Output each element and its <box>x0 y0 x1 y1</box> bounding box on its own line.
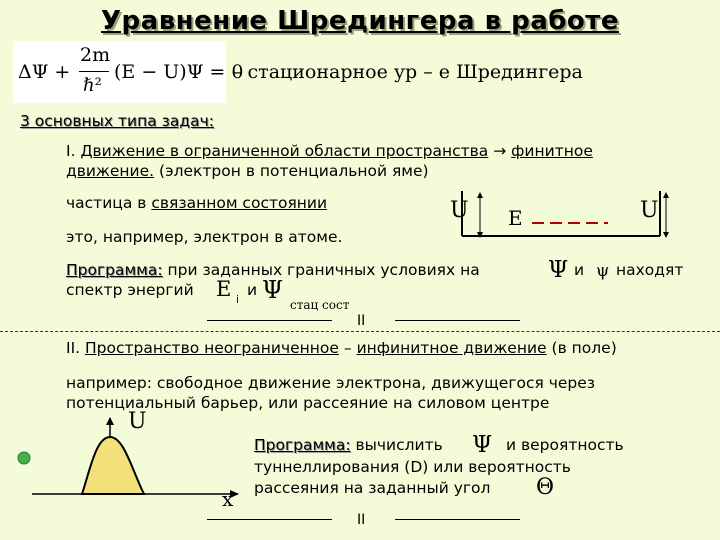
program1-psi-big: Ψ <box>548 257 569 283</box>
eq-delta-psi: ΔΨ + <box>18 61 71 83</box>
eq-rest: (E − U)Ψ = 0 <box>114 61 244 83</box>
atom-example: это, например, электрон в атоме. <box>66 228 343 246</box>
program1-and1: и <box>574 261 585 279</box>
bound-prefix: частица в <box>66 194 147 212</box>
program1-text1: при заданных граничных условиях на <box>167 261 480 279</box>
task2-numeral: II. <box>66 339 81 357</box>
arrow-icon: → <box>493 142 507 160</box>
tasks-heading <box>20 111 214 131</box>
separator-line-right <box>395 320 520 321</box>
program1-and2: и <box>247 281 258 299</box>
program2-theta: Θ <box>536 475 555 500</box>
tasks-heading-text: 3 основных типа задач: <box>20 112 215 130</box>
program1-spectrum: спектр энергий <box>66 281 194 299</box>
eq-denominator: ℏ² <box>83 75 102 96</box>
eq-numerator: 2m <box>80 44 111 66</box>
bound-state-line <box>66 193 327 213</box>
bottom-line-right <box>395 519 520 520</box>
separator-mark: II <box>357 313 366 329</box>
schrodinger-equation <box>18 44 244 102</box>
program2-psi: Ψ <box>472 432 493 458</box>
program1-psi2: Ψ <box>262 276 284 304</box>
program2-label: Программа: <box>254 436 351 454</box>
task2-unbounded: Пространство неограниченное <box>85 339 339 357</box>
task2-example1: например: свободное движение электрона, движущегося через <box>66 374 596 392</box>
program2-compute: вычислить <box>355 436 443 454</box>
task1-numeral: I. <box>66 142 76 160</box>
barrier-u: U <box>128 409 147 434</box>
equation-caption: – стационарное ур – е Шредингера <box>232 61 583 83</box>
barrier-x-axis-label: x <box>222 487 234 511</box>
program1-energy-sub: i <box>236 293 240 306</box>
section-divider <box>0 331 720 332</box>
well-u-left: U <box>450 198 469 223</box>
program2-probability: и вероятность <box>506 436 624 454</box>
program1-finds: находят <box>616 261 684 279</box>
task1-line2 <box>66 161 429 181</box>
task1-motion: движение. <box>66 162 155 180</box>
well-u-right: U <box>640 198 659 223</box>
task1-potential-well: (электрон в потенциальной яме) <box>159 162 429 180</box>
task2-dash: – <box>343 339 352 357</box>
program2-line1 <box>254 435 443 455</box>
separator-line-left <box>207 320 332 321</box>
eq-fraction-bar <box>79 71 109 72</box>
program2-line2: туннеллирования (D) или вероятность <box>254 458 571 476</box>
task1-line1 <box>66 141 593 161</box>
bound-state: связанном состоянии <box>151 194 328 212</box>
bottom-line-left <box>207 519 332 520</box>
slide-title: Уравнение Шредингера в работе <box>101 6 619 36</box>
program2-line3: рассеяния на заданный угол <box>254 479 491 497</box>
program1-psi2-sub: стац сост <box>290 298 350 312</box>
bottom-mark: II <box>357 512 366 528</box>
task2-example2: потенциальный барьер, или рассеяние на силовом центре <box>66 394 550 412</box>
task2-infinite: инфинитное движение <box>356 339 547 357</box>
task1-finite: финитное <box>511 142 593 160</box>
program1-psi-small: ψ <box>596 261 610 281</box>
task1-finite-region: Движение в ограниченной области пространства <box>80 142 489 160</box>
well-energy-level: E <box>508 206 523 230</box>
program1-energy: E <box>216 277 232 301</box>
program1-label: Программа: <box>66 261 163 279</box>
task2-in-field: (в поле) <box>551 339 617 357</box>
task2-line <box>66 338 617 358</box>
